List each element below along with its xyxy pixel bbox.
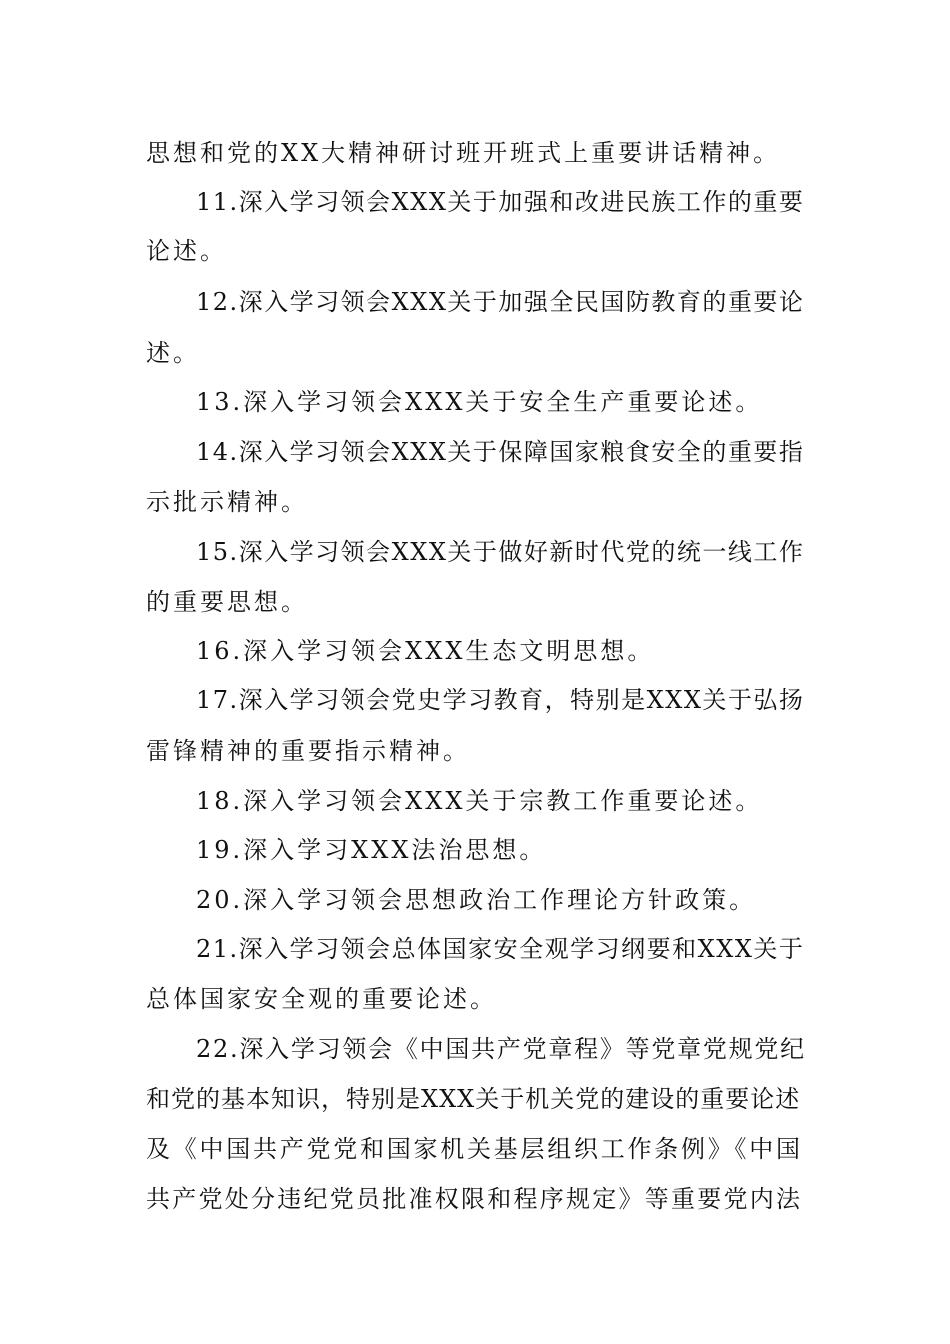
list-item-11-line-1: 11.深入学习领会XXX关于加强和改进民族工作的重要 (196, 188, 805, 216)
list-item-20: 20.深入学习领会思想政治工作理论方针政策。 (196, 886, 757, 914)
list-item-17-line-2: 雷锋精神的重要指示精神。 (146, 737, 470, 765)
list-item-17-line-1: 17.深入学习领会党史学习教育，特别是XXX关于弘扬 (196, 686, 805, 714)
list-item-12-line-2: 述。 (146, 339, 200, 367)
list-item-15-line-1: 15.深入学习领会XXX关于做好新时代党的统一线工作 (196, 538, 805, 566)
list-item-19: 19.深入学习XXX法治思想。 (196, 836, 547, 864)
list-item-13: 13.深入学习领会XXX关于安全生产重要论述。 (196, 388, 763, 416)
list-item-22-line-1: 22.深入学习领会《中国共产党章程》等党章党规党纪 (196, 1035, 806, 1063)
list-item-14-line-2: 示批示精神。 (146, 488, 308, 516)
list-item-22-line-2: 和党的基本知识，特别是XXX关于机关党的建设的重要论述 (146, 1085, 801, 1113)
list-item-12-line-1: 12.深入学习领会XXX关于加强全民国防教育的重要论 (196, 288, 805, 316)
list-item-22-line-3: 及《中国共产党党和国家机关基层组织工作条例》《中国 (146, 1135, 803, 1163)
list-item-16: 16.深入学习领会XXX生态文明思想。 (196, 637, 655, 665)
list-item-22-line-4: 共产党处分违纪党员批准权限和程序规定》等重要党内法 (146, 1185, 803, 1213)
list-item-21-line-2: 总体国家安全观的重要论述。 (146, 985, 497, 1013)
list-item-14-line-1: 14.深入学习领会XXX关于保障国家粮食安全的重要指 (196, 438, 805, 466)
list-item-21-line-1: 21.深入学习领会总体国家安全观学习纲要和XXX关于 (196, 935, 805, 963)
list-item-18: 18.深入学习领会XXX关于宗教工作重要论述。 (196, 787, 763, 815)
paragraph-line: 思想和党的XX大精神研讨班开班式上重要讲话精神。 (146, 139, 781, 167)
list-item-11-line-2: 论述。 (146, 237, 227, 265)
list-item-15-line-2: 的重要思想。 (146, 588, 308, 616)
